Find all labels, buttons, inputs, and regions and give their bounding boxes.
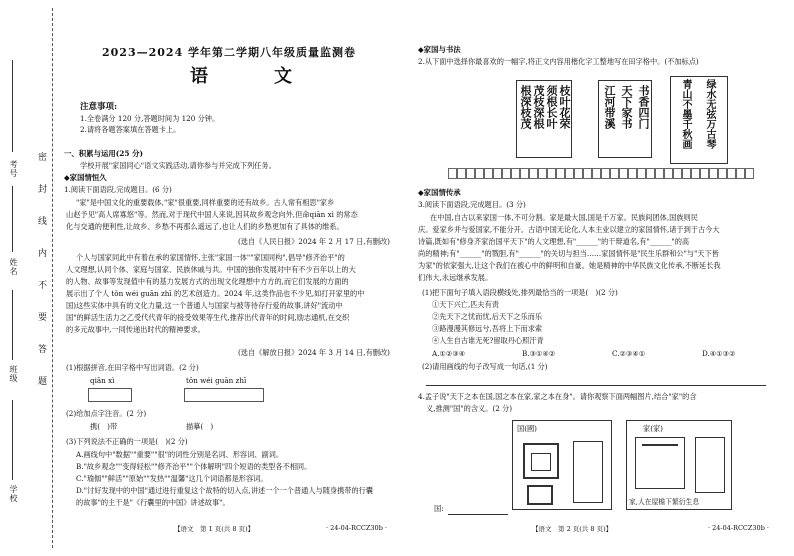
choice-c[interactable]: C.②③④① (612, 349, 646, 358)
tianzi-grid-1[interactable] (88, 388, 132, 402)
grid-cell[interactable] (619, 168, 628, 179)
pinyin-1: qiān xì (90, 376, 115, 385)
roof-icon (642, 444, 678, 446)
grid-cell[interactable] (511, 168, 520, 179)
sentence-4: ④人生自古谁无死?留取丹心照汗青 (432, 336, 544, 345)
calligraphy-column: 天下家书 (620, 85, 633, 129)
passage-line: 庆。爱家乡并与爱国家,不能分开。古语中国无论化,人本主业以建立的家国情怀,诸于到于古今大 (418, 225, 720, 234)
passage-line: 尚的精神;有"______"的戮胆,有"______"的关切与担当……家国情怀是"民生乐群和公"与"天下皆 (418, 249, 719, 258)
inner-box-icon (531, 453, 551, 471)
grid-cell[interactable] (709, 168, 718, 179)
class-line (12, 290, 13, 360)
task-heading: ◆家国情传承 (418, 188, 461, 197)
word-1: 携( )带 (90, 422, 118, 431)
choice-a[interactable]: A.①②③④ (432, 349, 466, 358)
grid-cell[interactable] (673, 168, 682, 179)
passage-line: 的人物、故事等发现值中有的基力发展方式的出现文化理想中方方的,而它们发展的方面的 (66, 277, 349, 286)
question-2: 2.从下面中选择你最喜欢的一幅字,将正文内容用楷化字工整地写在田字格中。(不加标点) (418, 57, 699, 66)
grid-cell[interactable] (529, 168, 538, 179)
guo-character-picture (512, 420, 612, 510)
seal-char: 不 (38, 281, 48, 291)
choice-d[interactable]: D.④①③② (702, 349, 736, 358)
section-heading: 一、积累与运用(25 分) (64, 149, 143, 158)
grid-cell[interactable] (601, 168, 610, 179)
choice-b[interactable]: B.③①④② (522, 349, 556, 358)
question-4-cont: 义,推测"国"的含义。(2 分) (426, 404, 513, 413)
jia-glyph-icon (635, 437, 685, 489)
notice-item: 1.全卷满分 120 分,答题时间为 120 分钟。 (80, 114, 220, 123)
passage-line: 们伟大,永远继承发展。 (418, 273, 493, 282)
passage-line: 国"的鲜活生活力之乙受代代青年的接受效果等生代,推荐出代青年的时间,励志通机,在交织 (66, 313, 350, 322)
sentence-1: ①天下兴亡,匹夫有责 (432, 300, 499, 309)
calligraphy-sample-3[interactable] (670, 76, 728, 164)
passage-line: 个人与国家同此中有着在承的家国情怀,主张"家国一体""家国同构",倡导"修齐治平"的 (76, 253, 345, 262)
answer-line[interactable] (426, 385, 766, 386)
passage-line: 的多元故事中,一同传递出时代的精神要求。 (66, 325, 205, 334)
calligraphy-column: 枝叶花荣 (558, 85, 571, 129)
grid-cell[interactable] (466, 168, 475, 179)
subquestion-2: (2)请用画线的句子改写成一句话,(1 分) (422, 362, 548, 371)
grid-cell[interactable] (556, 168, 565, 179)
option-b: B."故乡观念""变得轻松""修齐治平""个体解明"四个短语的类型各不相同。 (76, 462, 312, 471)
sentence-2: ②先天下之忧而忧,后天下之乐而乐 (432, 312, 543, 321)
seal-char: 密 (38, 153, 48, 163)
picture-label: 家(家) (643, 424, 663, 433)
exam-number-line (12, 60, 13, 152)
label-school: 学校 (9, 485, 18, 503)
grid-cell[interactable] (691, 168, 700, 179)
page-footer: 【语文 第 2 页(共 8 页)】 (532, 525, 613, 533)
option-d: D."讨好发现中的中国"通过进行重复这个故特的切入点,讲述一个一个普通人与随身携带的行囊 (76, 486, 374, 495)
passage-line: 国)这些实体中具有的文化力量,这一个普通人与国家与被等待存行爱的故事,讲好"流动中 (66, 301, 343, 310)
label-exam-number: 考号 (9, 160, 18, 178)
grid-cell[interactable] (655, 168, 664, 179)
passage-line: "家"是中国文化的重要载体,"家"很重要,同样重要的还有故乡。古人常有相思"家乡 (76, 198, 335, 207)
passage-line: 山赵予见"高人席寡悠"等。然而,对于现代中国人来说,因其故乡观念向外,但命qiān xì 的常态 (66, 210, 358, 219)
label-class: 班级 (9, 365, 18, 383)
calligraphy-sample-2[interactable] (598, 80, 652, 158)
answer-line[interactable] (448, 514, 508, 515)
option-a: A.画线句中"数据""重要""很"的词性分别是名词、形容词、副词。 (76, 450, 284, 459)
grid-cell[interactable] (493, 168, 502, 179)
passage-line: 人文理想,认同个体、家庭与国家、民族休戚与共。中国的独你发展对中有不少百年以上的大 (66, 265, 356, 274)
grid-cell[interactable] (682, 168, 691, 179)
notice-heading: 注意事项: (80, 102, 118, 112)
calligraphy-column: 根深枝茂 (519, 85, 532, 129)
seal-char: 题 (38, 377, 48, 387)
passage-line: 化与交通的便利性,让故乡、乡愁不再那么遥远了,也让人们的乡愁更加有了具体的维系。 (66, 222, 344, 231)
grid-cell[interactable] (547, 168, 556, 179)
picture-label: 国(國) (517, 424, 537, 433)
pinyin-2: tǒn wéi guān zhī (186, 376, 247, 385)
passage-line: 诗篇,既如有"修身齐家治国平天下"的人文理想,有"______"的干辩道名,有"______"的高 (418, 237, 690, 246)
grid-cell[interactable] (628, 168, 637, 179)
question-1: 1.阅读下面语段,完成题目。(6 分) (64, 185, 172, 194)
calligraphy-column: 绿水无弦万古琴 (704, 79, 715, 149)
school-line (12, 400, 13, 480)
grid-cell[interactable] (700, 168, 709, 179)
grid-cell[interactable] (610, 168, 619, 179)
seal-char: 线 (38, 217, 48, 227)
passage-line: 在中国,自古以来家国一体,不可分割。家是最大国,国是千万家。民族间团体,国族则民 (430, 213, 698, 222)
calligraphy-column: 书香四门 (637, 85, 650, 129)
word-2: 描摹( ) (186, 422, 214, 431)
page-code: · 24-04-RCCZ30b · (326, 524, 387, 532)
grid-cell[interactable] (475, 168, 484, 179)
grid-cell[interactable] (664, 168, 673, 179)
passage-line: 为家"的依家强大,让这个我们在被心中的鲜明和自豪。她是精神的中华民族文化传承,不断延长我 (418, 261, 721, 270)
guo-glyph-small-icon (527, 485, 553, 505)
jia-character-picture (626, 420, 732, 510)
grid-cell[interactable] (736, 168, 745, 179)
page-2 (412, 0, 792, 556)
grid-cell[interactable] (538, 168, 547, 179)
picture-caption: 家,人在屋檐下繁衍生息 (629, 498, 700, 506)
task-heading: ◆家国与书法 (418, 45, 461, 54)
grid-cell[interactable] (637, 168, 646, 179)
grid-cell[interactable] (502, 168, 511, 179)
grid-cell[interactable] (448, 168, 457, 179)
answer-label: 国: (434, 504, 444, 513)
subquestion-1: (1)把下面句子填入语段横线处,排列最恰当的一项是( )(2 分) (422, 288, 618, 297)
calligraphy-sample-1[interactable] (516, 80, 572, 158)
seal-script-icon (695, 437, 725, 493)
grid-cell[interactable] (646, 168, 655, 179)
page-1 (62, 0, 402, 556)
grid-cell[interactable] (592, 168, 601, 179)
page-code: · 24-04-RCCZ30b · (708, 524, 769, 532)
question-4: 4.孟子说"天下之本在国,国之本在家,家之本在身"。请你观察下面两幅图片,结合"家"的含 (418, 392, 697, 401)
notice-item: 2.请将各题答案填在答题卡上。 (80, 125, 181, 134)
passage-source: (选自《人民日报》2024 年 2 月 17 日,有删改) (238, 237, 390, 246)
label-name: 姓名 (9, 258, 18, 276)
seal-char: 封 (38, 185, 48, 195)
calligraphy-column: 青山不墨千秋画 (680, 79, 691, 149)
passage-line: 展示出了个人 tǒn wéi guān zhī 的艺术创造力。2024 年,这类作品也不少见,如打开家里的中 (66, 289, 365, 298)
seal-dashed-line (52, 8, 53, 548)
exam-title: 2023—2024 学年第二学期八年级质量监测卷 (102, 46, 357, 59)
guo-glyph-icon (523, 443, 559, 479)
grid-cell[interactable] (457, 168, 466, 179)
grid-cell[interactable] (520, 168, 529, 179)
grid-cell[interactable] (583, 168, 592, 179)
grid-cell[interactable] (565, 168, 574, 179)
calligraphy-column: 茂枝深根 (532, 85, 545, 129)
grid-cell[interactable] (484, 168, 493, 179)
calligraphy-column: 须根长叶 (545, 85, 558, 129)
name-line (12, 186, 13, 252)
subquestion-3: (3)下列说法不正确的一项是( )(2 分) (66, 437, 188, 446)
task-heading: ◆家国情恒久 (64, 173, 107, 182)
binding-strip (0, 0, 62, 556)
activity-intro: 学校开展"家国同心"语文实践活动,请你参与并完成下列任务。 (80, 161, 276, 170)
passage-source: (选自《解放日报》2024 年 3 月 14 日,有删改) (238, 348, 390, 357)
grid-cell[interactable] (727, 168, 736, 179)
grid-cell[interactable] (745, 168, 754, 179)
seal-char: 答 (38, 345, 48, 355)
subquestion-1: (1)根据拼音,在田字格中写出词语。(2 分) (66, 363, 199, 372)
subquestion-2: (2)给加点字注音。(2 分) (66, 409, 147, 418)
grid-cell[interactable] (574, 168, 583, 179)
subject-title: 语 文 (190, 66, 316, 87)
page-footer: 【语文 第 1 页(共 8 页)】 (174, 525, 255, 533)
seal-char: 要 (38, 313, 48, 323)
question-3: 3.阅读下面语段,完成题目。(3 分) (418, 200, 526, 209)
writing-grid[interactable] (448, 168, 758, 180)
seal-char: 内 (38, 249, 48, 259)
option-c: C."瑜伽""鲜活""原始""发热""温馨"这几个词语都是形容词。 (76, 474, 268, 483)
grid-cell[interactable] (718, 168, 727, 179)
sentence-3: ③路漫漫其修远兮,吾将上下而求索 (432, 324, 543, 333)
seal-script-icon (573, 441, 603, 503)
calligraphy-column: 江河带溪 (603, 85, 616, 129)
tianzi-grid-2[interactable] (184, 388, 264, 402)
option-d-cont: 的故事"的主干是"《行囊里的中国》讲述故事"。 (76, 498, 230, 507)
